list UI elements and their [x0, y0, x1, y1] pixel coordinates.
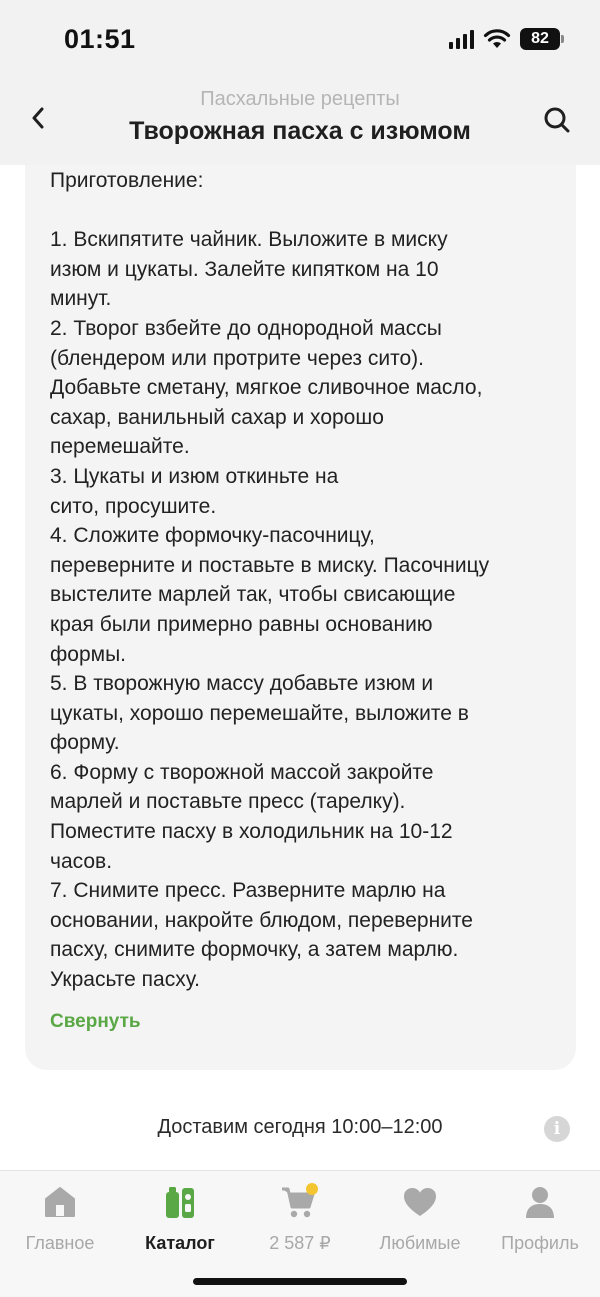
tab-cart[interactable] [240, 1183, 360, 1254]
recipe-line: сахар, ванильный сахар и хорошо [50, 405, 384, 429]
wifi-icon [483, 29, 511, 49]
status-time: 01:51 [64, 24, 136, 54]
tab-profile[interactable] [480, 1183, 600, 1254]
recipe-line: перемешайте. [50, 435, 190, 459]
recipe-line: цукаты, хорошо перемешайте, выложите в [50, 701, 469, 725]
tab-label: Главное [25, 1233, 95, 1253]
search-button[interactable] [540, 103, 574, 137]
recipe-line: минут. [50, 287, 112, 311]
tab-label: Любимые [379, 1233, 461, 1253]
recipe-line: Украсьте пасху. [50, 968, 200, 992]
recipe-line: Поместите пасху в холодильник на 10-12 [50, 820, 453, 844]
recipe-line: 6. Форму с творожной массой закройте [50, 760, 434, 784]
recipe-instructions [50, 166, 565, 995]
status-icons [449, 28, 560, 50]
battery-icon: 82 [520, 28, 560, 50]
cart-total: 2 587 ₽ [269, 1233, 331, 1253]
page-title: Творожная пасха с изюмом [129, 117, 471, 145]
recipe-line: основании, накройте блюдом, переверните [50, 908, 473, 932]
recipe-line: 7. Снимите пресс. Разверните марлю на [50, 879, 446, 903]
collapse-button[interactable]: Свернуть [50, 1011, 141, 1032]
recipe-line: пасху, снимите формочку, а затем марлю. [50, 938, 459, 962]
recipe-line: 3. Цукаты и изюм откиньте на [50, 464, 339, 488]
tab-label: Каталог [145, 1233, 215, 1253]
recipe-line: формы. [50, 642, 127, 666]
tab-favorites[interactable] [360, 1183, 480, 1254]
recipe-line: (блендером или протрите через сито). [50, 346, 425, 370]
recipe-line: Добавьте сметану, мягкое сливочное масло, [50, 376, 483, 400]
cart-icon [240, 1183, 360, 1221]
recipe-line: выстелите марлей так, чтобы свисающие [50, 583, 456, 607]
profile-icon [480, 1183, 600, 1221]
home-indicator[interactable] [193, 1278, 407, 1285]
cellular-signal-icon [449, 29, 474, 49]
tab-catalog[interactable] [120, 1183, 240, 1254]
recipe-line: края были примерно равны основанию [50, 612, 433, 636]
recipe-line: 2. Творог взбейте до однородной массы [50, 316, 442, 340]
recipe-line: переверните и поставьте в миску. Пасочницу [50, 553, 490, 577]
info-icon[interactable]: i [544, 1116, 570, 1142]
home-icon [0, 1183, 120, 1221]
heart-icon [360, 1183, 480, 1221]
top-bar [0, 0, 600, 165]
recipe-line: 4. Сложите формочку-пасочницу, [50, 524, 375, 548]
breadcrumb: Пасхальные рецепты [200, 88, 400, 110]
recipe-line: 5. В творожную массу добавьте изюм и [50, 672, 434, 696]
tab-home[interactable] [0, 1183, 120, 1254]
recipe-line: 1. Вскипятите чайник. Выложите в миску [50, 228, 448, 252]
recipe-line: часов. [50, 849, 113, 873]
recipe-line: форму. [50, 731, 120, 755]
delivery-time[interactable]: Доставим сегодня 10:00–12:00 [157, 1116, 443, 1138]
recipe-line: марлей и поставьте пресс (тарелку). [50, 790, 406, 814]
catalog-icon [120, 1183, 240, 1221]
recipe-line: изюм и цукаты. Залейте кипятком на 10 [50, 257, 439, 281]
search-icon [543, 106, 571, 134]
recipe-heading: Приготовление: [50, 169, 204, 192]
tab-label: Профиль [501, 1233, 579, 1253]
recipe-line: сито, просушите. [50, 494, 217, 518]
